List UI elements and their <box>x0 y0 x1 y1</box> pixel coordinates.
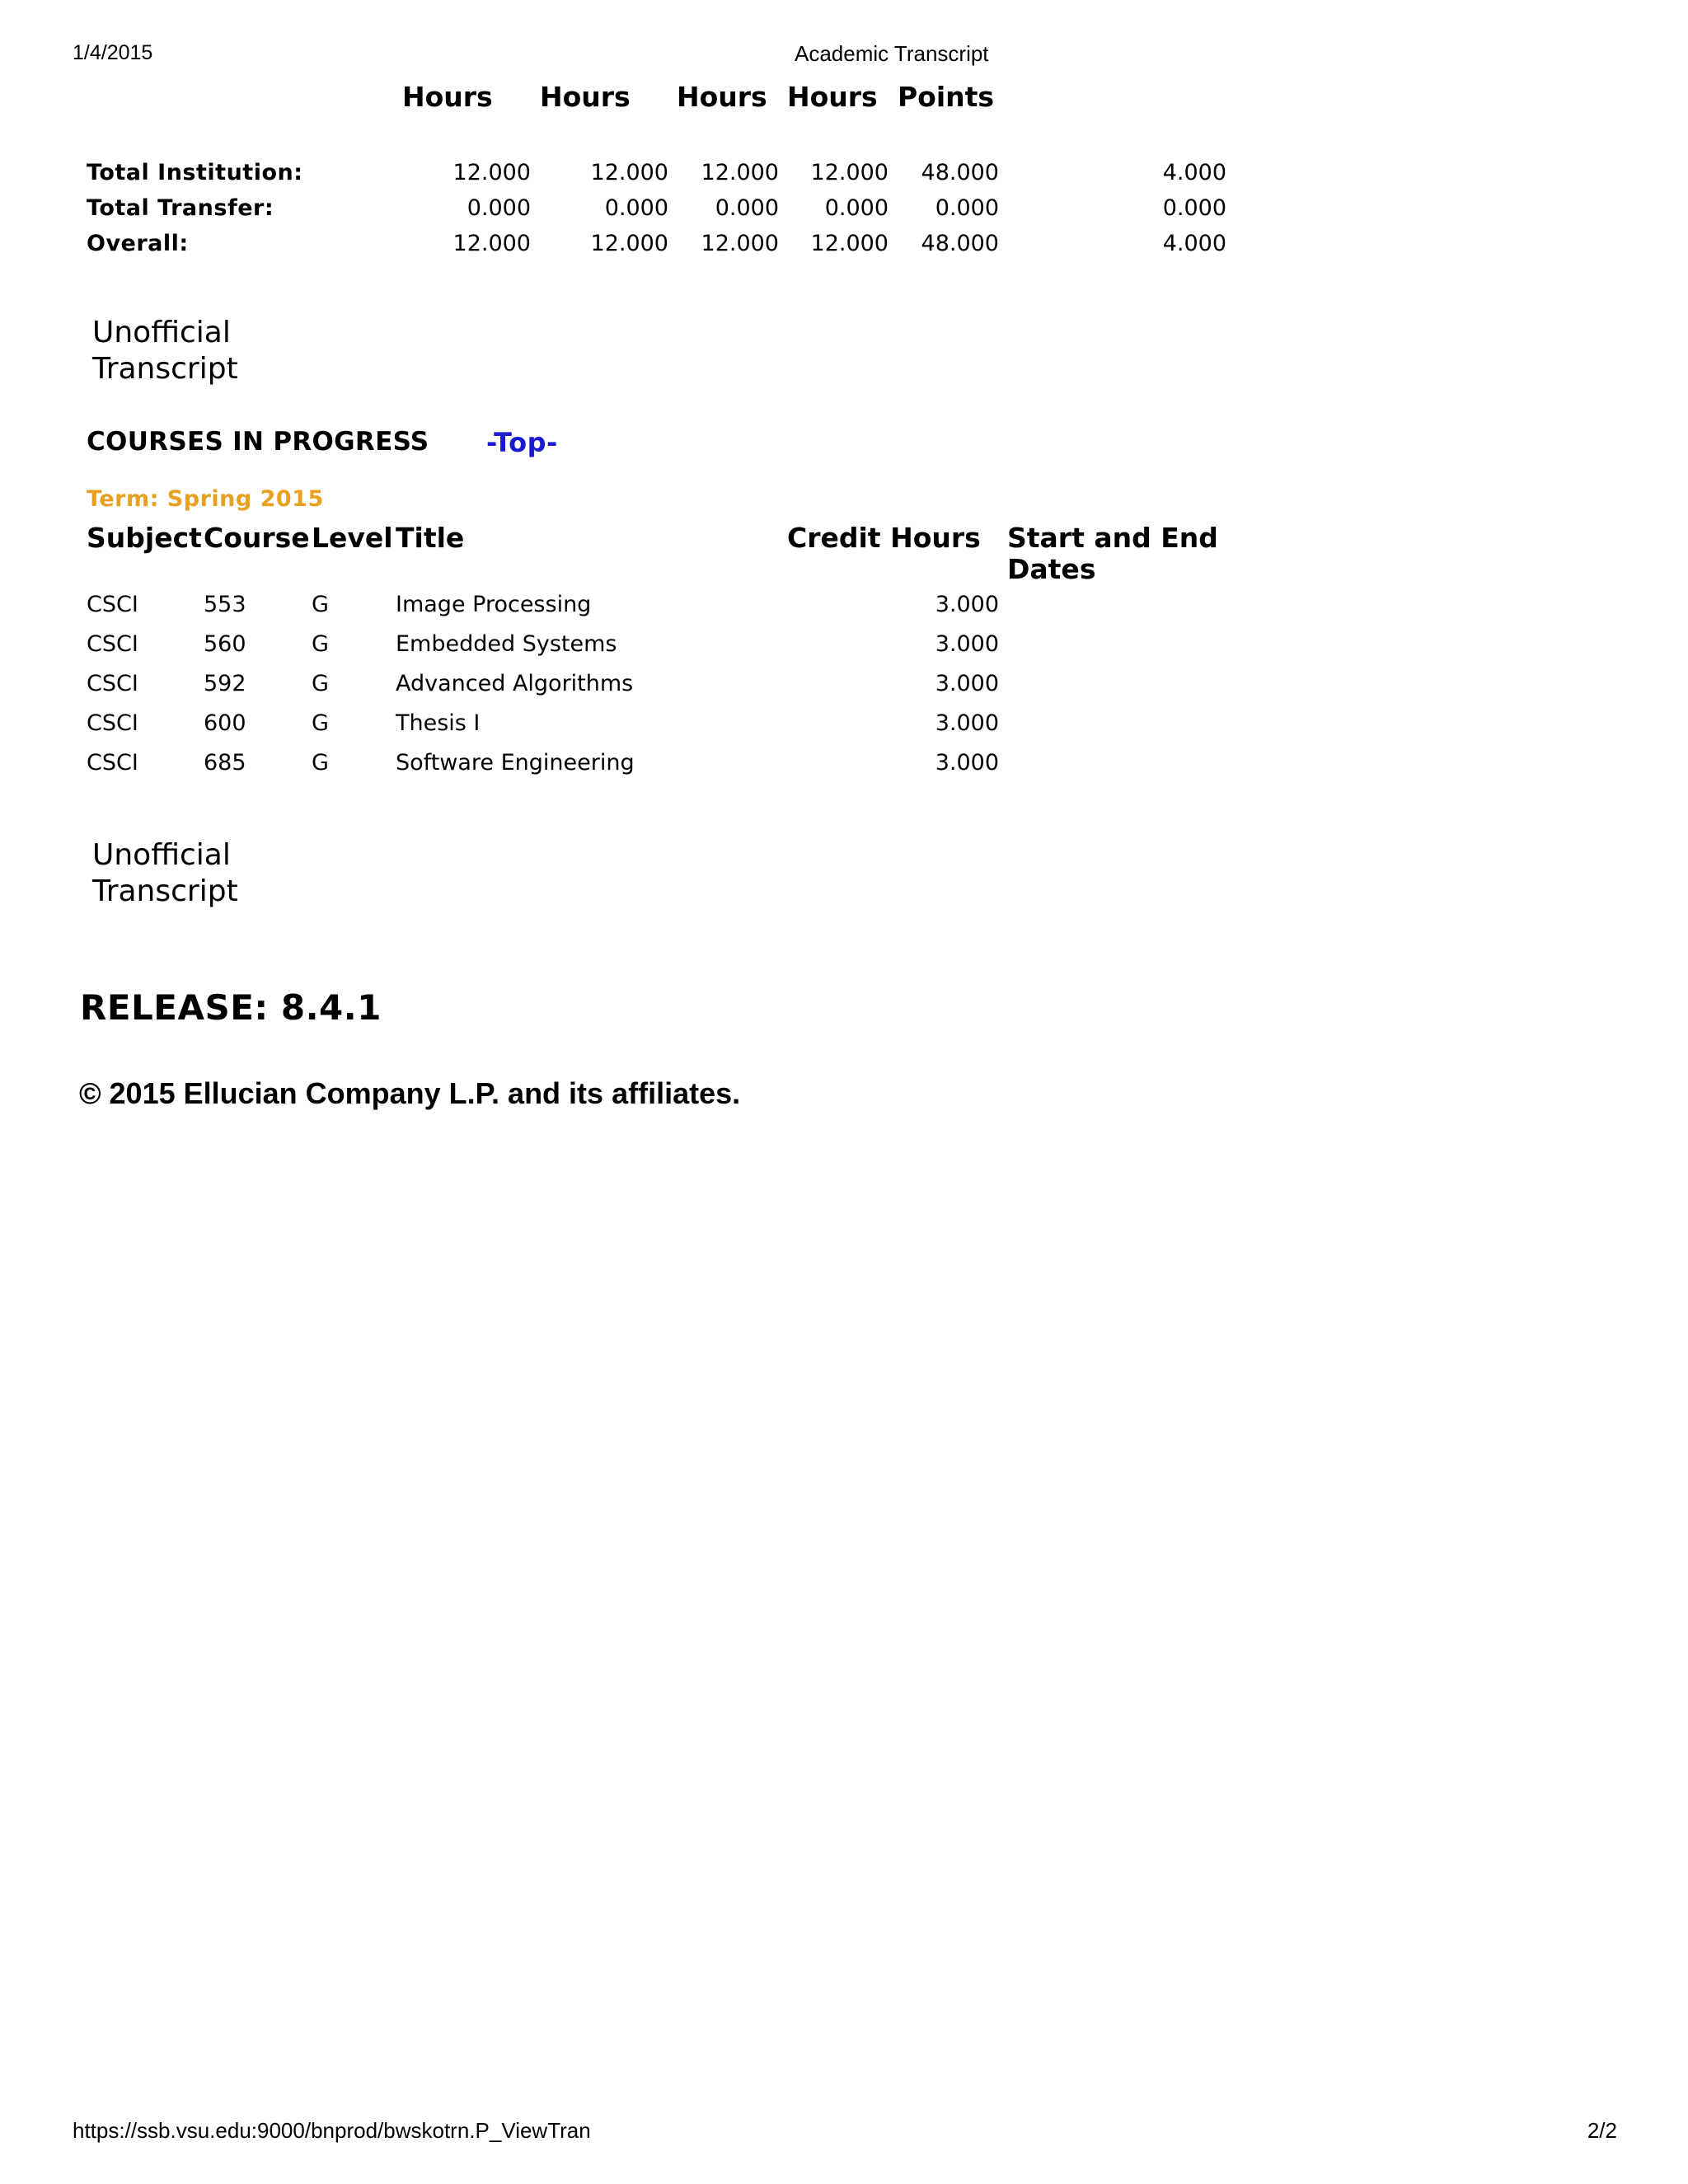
print-title: Academic Transcript <box>795 41 989 66</box>
totals-cell: 0.000 <box>824 195 889 221</box>
print-date: 1/4/2015 <box>73 41 153 64</box>
cell-title: Image Processing <box>396 592 592 617</box>
header-dates-line-2: Dates <box>1007 553 1096 585</box>
totals-cell: 0.000 <box>715 195 779 221</box>
cell-title: Software Engineering <box>396 750 635 776</box>
cell-credit: 3.000 <box>935 671 999 696</box>
totals-cell: 0.000 <box>467 195 531 221</box>
cell-credit: 3.000 <box>935 750 999 776</box>
release-version: RELEASE: 8.4.1 <box>80 987 382 1028</box>
unofficial-line-1: Unofficial <box>92 316 231 349</box>
col-header-hours-2: Hours <box>540 81 631 113</box>
cell-course: 600 <box>204 710 246 736</box>
totals-row <box>0 231 1688 266</box>
cell-credit: 3.000 <box>935 592 999 617</box>
cell-course: 685 <box>204 750 246 776</box>
cell-level: G <box>312 592 329 617</box>
totals-cell: 12.000 <box>701 231 779 256</box>
header-dates-line-1: Start and End <box>1007 522 1218 554</box>
cell-level: G <box>312 631 329 657</box>
unofficial-line-2: Transcript <box>92 874 238 908</box>
cell-subject: CSCI <box>87 671 138 696</box>
cell-title: Embedded Systems <box>396 631 617 657</box>
copyright-notice: © 2015 Ellucian Company L.P. and its affiliates. <box>79 1076 741 1110</box>
totals-cell: 0.000 <box>604 195 668 221</box>
unofficial-line-2: Transcript <box>92 352 238 386</box>
col-header-hours-3: Hours <box>677 81 767 113</box>
cell-credit: 3.000 <box>935 710 999 736</box>
table-row <box>0 710 1688 750</box>
cell-course: 553 <box>204 592 246 617</box>
cell-subject: CSCI <box>87 750 138 776</box>
totals-cell: 12.000 <box>452 160 531 185</box>
totals-cell: 48.000 <box>921 160 999 185</box>
totals-cell: 12.000 <box>452 231 531 256</box>
cell-level: G <box>312 750 329 776</box>
totals-gpa: 0.000 <box>1162 195 1226 221</box>
term-label: Term: Spring 2015 <box>87 486 324 512</box>
totals-cell: 48.000 <box>921 231 999 256</box>
totals-gpa: 4.000 <box>1162 231 1226 256</box>
totals-row-label: Overall: <box>87 231 189 256</box>
cell-title: Advanced Algorithms <box>396 671 634 696</box>
top-link[interactable]: -Top- <box>486 427 558 458</box>
print-url: https://ssb.vsu.edu:9000/bnprod/bwskotrn.P_ViewTran <box>73 2118 591 2143</box>
totals-row-label: Total Institution: <box>87 160 303 185</box>
unofficial-line-1: Unofficial <box>92 838 231 872</box>
cell-level: G <box>312 710 329 736</box>
header-title: Title <box>396 522 465 554</box>
totals-cell: 12.000 <box>701 160 779 185</box>
cell-subject: CSCI <box>87 631 138 657</box>
totals-gpa: 4.000 <box>1162 160 1226 185</box>
cell-subject: CSCI <box>87 592 138 617</box>
cell-level: G <box>312 671 329 696</box>
totals-row-label: Total Transfer: <box>87 195 274 221</box>
col-header-points: Points <box>898 81 995 113</box>
header-level: Level <box>312 522 393 554</box>
header-credit-hours: Credit Hours <box>787 522 981 554</box>
totals-row <box>0 160 1688 195</box>
page-number: 2/2 <box>1587 2118 1617 2143</box>
totals-column-headers <box>0 81 1688 117</box>
cell-course: 560 <box>204 631 246 657</box>
header-subject: Subject <box>87 522 202 554</box>
cell-credit: 3.000 <box>935 631 999 657</box>
header-start-end-dates <box>1007 523 1218 585</box>
cell-course: 592 <box>204 671 246 696</box>
cell-title: Thesis I <box>396 710 481 736</box>
table-row <box>0 631 1688 671</box>
totals-table <box>0 160 1688 266</box>
courses-in-progress-heading: COURSES IN PROGRESS <box>87 427 429 457</box>
table-row <box>0 750 1688 790</box>
col-header-hours-4: Hours <box>787 81 878 113</box>
totals-cell: 12.000 <box>810 231 889 256</box>
cell-subject: CSCI <box>87 710 138 736</box>
courses-table <box>0 592 1688 790</box>
table-row <box>0 592 1688 631</box>
header-course: Course <box>204 522 310 554</box>
unofficial-transcript-label <box>92 315 238 387</box>
table-row <box>0 671 1688 710</box>
totals-cell: 12.000 <box>810 160 889 185</box>
unofficial-transcript-label-2 <box>92 837 238 910</box>
totals-cell: 0.000 <box>935 195 999 221</box>
col-header-hours-1: Hours <box>402 81 493 113</box>
totals-cell: 12.000 <box>590 231 668 256</box>
totals-cell: 12.000 <box>590 160 668 185</box>
totals-row <box>0 195 1688 231</box>
